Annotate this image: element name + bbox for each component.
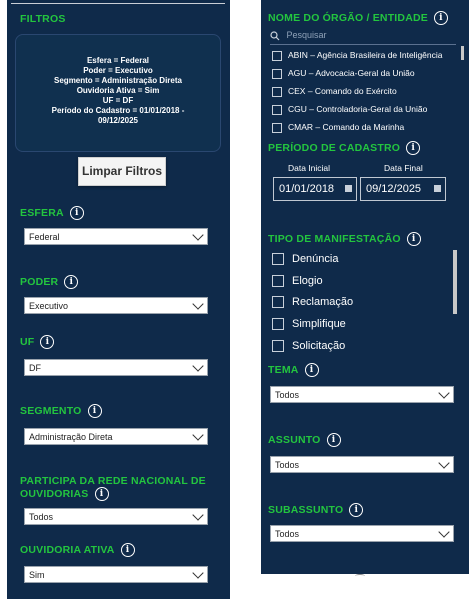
info-icon[interactable]: i: [95, 487, 109, 501]
end-date-input[interactable]: [360, 177, 446, 201]
checkbox[interactable]: [272, 105, 282, 115]
tema-label-text: TEMA: [268, 363, 299, 376]
uf-dropdown[interactable]: [24, 359, 208, 376]
participa-value: Todos: [29, 512, 54, 522]
assunto-label-text: ASSUNTO: [268, 433, 321, 446]
chevron-down-icon: [192, 509, 203, 520]
info-icon[interactable]: i: [349, 503, 363, 517]
list-item[interactable]: [272, 122, 404, 133]
checkbox[interactable]: [272, 318, 284, 330]
clear-filters-button[interactable]: Limpar Filtros: [78, 157, 166, 186]
subassunto-value: Todos: [275, 529, 300, 539]
orgao-search[interactable]: [270, 30, 460, 44]
summary-line: Esfera = Federal: [86, 56, 150, 65]
search-underline: [270, 44, 456, 45]
manifestacao-item-label: Solicitação: [292, 340, 346, 352]
right-filter-panel: [261, 0, 469, 574]
list-item[interactable]: [272, 86, 397, 97]
poder-label-text: PODER: [20, 275, 59, 288]
org-label: CEX – Comando do Exército: [288, 86, 397, 96]
checkbox[interactable]: [272, 123, 282, 133]
info-icon[interactable]: i: [406, 141, 420, 155]
summary-line: Período do Cadastro = 01/01/2018 -: [51, 106, 185, 115]
chevron-down-icon: [192, 360, 203, 371]
manifestacao-item-label: Simplifique: [292, 318, 346, 330]
chevron-down-icon: [438, 526, 449, 537]
checkbox[interactable]: [272, 253, 284, 265]
chevron-down-icon: [192, 429, 203, 440]
list-item[interactable]: [272, 340, 345, 352]
manifestacao-item-label: Denúncia: [292, 253, 339, 265]
info-icon[interactable]: i: [70, 206, 84, 220]
tema-value: Todos: [275, 390, 300, 400]
calendar-icon[interactable]: [345, 185, 352, 192]
poder-label: [20, 275, 78, 289]
calendar-icon[interactable]: [434, 185, 441, 192]
uf-label: [20, 335, 54, 349]
subassunto-label-text: SUBASSUNTO: [268, 503, 344, 516]
info-icon[interactable]: i: [305, 363, 319, 377]
ouvidoria-ativa-value: Sim: [29, 570, 45, 580]
participa-label-line1: PARTICIPA DA REDE NACIONAL DE: [20, 475, 206, 487]
chevron-down-icon: [192, 567, 203, 578]
info-icon[interactable]: i: [407, 232, 421, 246]
checkbox[interactable]: [272, 275, 284, 287]
participa-label-text: OUVIDORIAS: [20, 487, 89, 500]
start-date-label: Data Inicial: [288, 163, 331, 173]
summary-line: UF = DF: [102, 96, 134, 105]
end-date-value: 09/12/2025: [366, 183, 422, 195]
tema-label: [268, 363, 319, 377]
ouvidoria-ativa-label-text: OUVIDORIA ATIVA: [20, 543, 115, 556]
subassunto-dropdown[interactable]: [270, 525, 454, 542]
left-filter-panel: [7, 0, 230, 599]
org-label: CGU – Controladoria-Geral da União: [288, 104, 428, 114]
search-icon: [270, 31, 280, 41]
segmento-value: Administração Direta: [29, 432, 113, 442]
esfera-value: Federal: [29, 232, 60, 242]
chevron-down-icon: [192, 298, 203, 309]
summary-line: Poder = Executivo: [83, 66, 153, 75]
top-divider: [11, 3, 225, 4]
manifestacao-item-label: Elogio: [292, 275, 323, 287]
list-item[interactable]: [272, 253, 338, 265]
participa-label-line2: [20, 487, 109, 501]
info-icon[interactable]: i: [40, 335, 54, 349]
list-item[interactable]: [272, 318, 346, 330]
esfera-dropdown[interactable]: [24, 228, 208, 245]
summary-line: Segmento = Administração Direta: [54, 76, 182, 85]
info-icon[interactable]: i: [327, 433, 341, 447]
manifestacao-label: [268, 232, 421, 246]
filtros-title: FILTROS: [20, 13, 66, 25]
uf-value: DF: [29, 363, 41, 373]
subassunto-label: [268, 503, 363, 517]
segmento-dropdown[interactable]: [24, 428, 208, 445]
partial-info-icon: [355, 574, 365, 578]
ouvidoria-ativa-dropdown[interactable]: [24, 566, 208, 583]
filter-summary-box: [15, 34, 221, 152]
assunto-value: Todos: [275, 460, 300, 470]
list-item[interactable]: [272, 104, 427, 115]
participa-dropdown[interactable]: [24, 508, 208, 525]
ouvidoria-ativa-label: [20, 543, 135, 557]
list-item[interactable]: [272, 275, 323, 287]
orgao-label-text: NOME DO ÓRGÃO / ENTIDADE: [268, 11, 428, 24]
chevron-down-icon: [438, 457, 449, 468]
poder-value: Executivo: [29, 301, 69, 311]
chevron-down-icon: [438, 387, 449, 398]
info-icon[interactable]: i: [434, 11, 448, 25]
checkbox[interactable]: [272, 87, 282, 97]
manifestacao-clip: [261, 337, 461, 352]
orgao-label: [268, 11, 448, 25]
uf-label-text: UF: [20, 335, 35, 348]
checkbox[interactable]: [272, 340, 284, 352]
list-item[interactable]: [272, 68, 415, 79]
org-label: CMAR – Comando da Marinha: [288, 122, 405, 132]
esfera-label: [20, 206, 84, 220]
list-clip: [261, 120, 461, 132]
org-label: AGU – Advocacia-Geral da União: [288, 68, 415, 78]
org-label: ABIN – Agência Brasileira de Inteligência: [288, 50, 443, 60]
manifestacao-label-text: TIPO DE MANIFESTAÇÃO: [268, 232, 401, 245]
esfera-label-text: ESFERA: [20, 206, 64, 219]
start-date-input[interactable]: [273, 177, 357, 201]
info-icon[interactable]: i: [64, 275, 78, 289]
search-placeholder: Pesquisar: [286, 30, 327, 40]
segmento-label-text: SEGMENTO: [20, 404, 82, 417]
summary-line: 09/12/2025: [97, 116, 139, 125]
scrollbar[interactable]: [453, 250, 457, 314]
checkbox[interactable]: [272, 296, 284, 308]
periodo-label: [268, 141, 420, 155]
info-icon[interactable]: i: [88, 404, 102, 418]
checkbox[interactable]: [272, 51, 282, 61]
list-item[interactable]: [272, 50, 443, 61]
end-date-label: Data Final: [384, 163, 423, 173]
periodo-label-text: PERÍODO DE CADASTRO: [268, 141, 401, 154]
start-date-value: 01/01/2018: [279, 183, 335, 195]
summary-line: Ouvidoria Ativa = Sim: [76, 86, 160, 95]
checkbox[interactable]: [272, 69, 282, 79]
tema-dropdown[interactable]: [270, 386, 454, 403]
chevron-down-icon: [192, 229, 203, 240]
assunto-dropdown[interactable]: [270, 456, 454, 473]
scrollbar[interactable]: [461, 46, 464, 60]
info-icon[interactable]: i: [121, 543, 135, 557]
segmento-label: [20, 404, 102, 418]
list-item[interactable]: [272, 296, 353, 308]
poder-dropdown[interactable]: [24, 297, 208, 314]
assunto-label: [268, 433, 341, 447]
manifestacao-item-label: Reclamação: [292, 296, 354, 308]
